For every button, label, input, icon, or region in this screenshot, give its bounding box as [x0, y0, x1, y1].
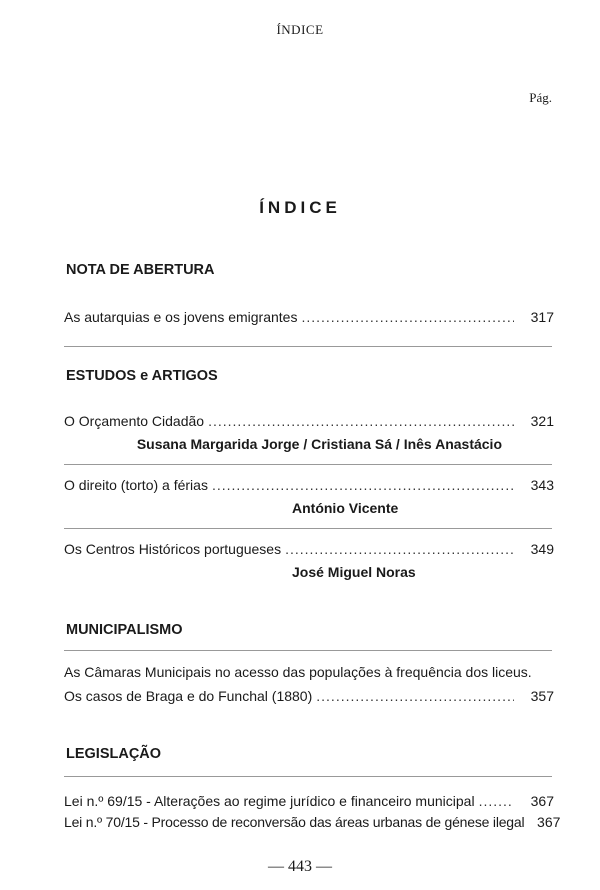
toc-entry[interactable]	[64, 412, 554, 453]
section-heading-estudos: ESTUDOS e ARTIGOS	[66, 368, 218, 384]
divider	[64, 464, 552, 465]
toc-entry[interactable]	[64, 308, 554, 326]
entry-title-line1: As Câmaras Municipais no acesso das populações à frequência dos liceus.	[64, 664, 532, 680]
divider	[64, 346, 552, 347]
running-head: ÍNDICE	[276, 22, 324, 37]
dot-leader	[208, 412, 514, 430]
dot-leader	[285, 540, 514, 558]
entry-page: 367	[530, 793, 554, 809]
page-title: ÍNDICE	[259, 198, 341, 217]
entry-title: O Orçamento Cidadão	[64, 413, 205, 429]
entry-author: António Vicente	[292, 500, 399, 516]
section-heading-municipalismo: MUNICIPALISMO	[66, 622, 183, 638]
entry-title-line2: Os casos de Braga e do Funchal (1880)	[64, 688, 313, 704]
entry-title: As autarquias e os jovens emigrantes	[64, 309, 298, 325]
entry-author: Susana Margarida Jorge / Cristiana Sá / Inês Anastácio	[136, 436, 502, 452]
entry-page: 317	[530, 309, 554, 325]
toc-entry[interactable]	[64, 792, 554, 810]
entry-page: 349	[530, 541, 554, 557]
toc-entry[interactable]	[64, 663, 554, 705]
page-column-label: Pág.	[529, 90, 552, 105]
entry-page: 343	[530, 477, 554, 493]
entry-page: 357	[530, 688, 554, 704]
entry-title: Lei n.º 69/15 - Alterações ao regime jurídico e financeiro municipal	[64, 793, 475, 809]
section-heading-nota: NOTA DE ABERTURA	[66, 262, 215, 278]
entry-page: 321	[530, 413, 554, 429]
divider	[64, 776, 552, 777]
dot-leader	[212, 476, 514, 494]
entry-title: Lei n.º 70/15 - Processo de reconversão das áreas urbanas de génese ilegal	[64, 814, 525, 830]
toc-entry[interactable]	[64, 813, 561, 831]
dot-leader	[316, 687, 514, 705]
entry-page: 367	[537, 814, 561, 830]
dot-leader	[479, 792, 514, 810]
page-folio: — 443 —	[268, 858, 332, 875]
entry-title: O direito (torto) a férias	[64, 477, 208, 493]
section-heading-legislacao: LEGISLAÇÃO	[66, 746, 162, 762]
toc-entry[interactable]	[64, 476, 554, 517]
dot-leader	[301, 308, 514, 326]
entry-title: Os Centros Históricos portugueses	[64, 541, 282, 557]
toc-entry[interactable]	[64, 540, 554, 581]
divider	[64, 528, 552, 529]
divider	[64, 650, 552, 651]
entry-author: José Miguel Noras	[292, 564, 416, 580]
